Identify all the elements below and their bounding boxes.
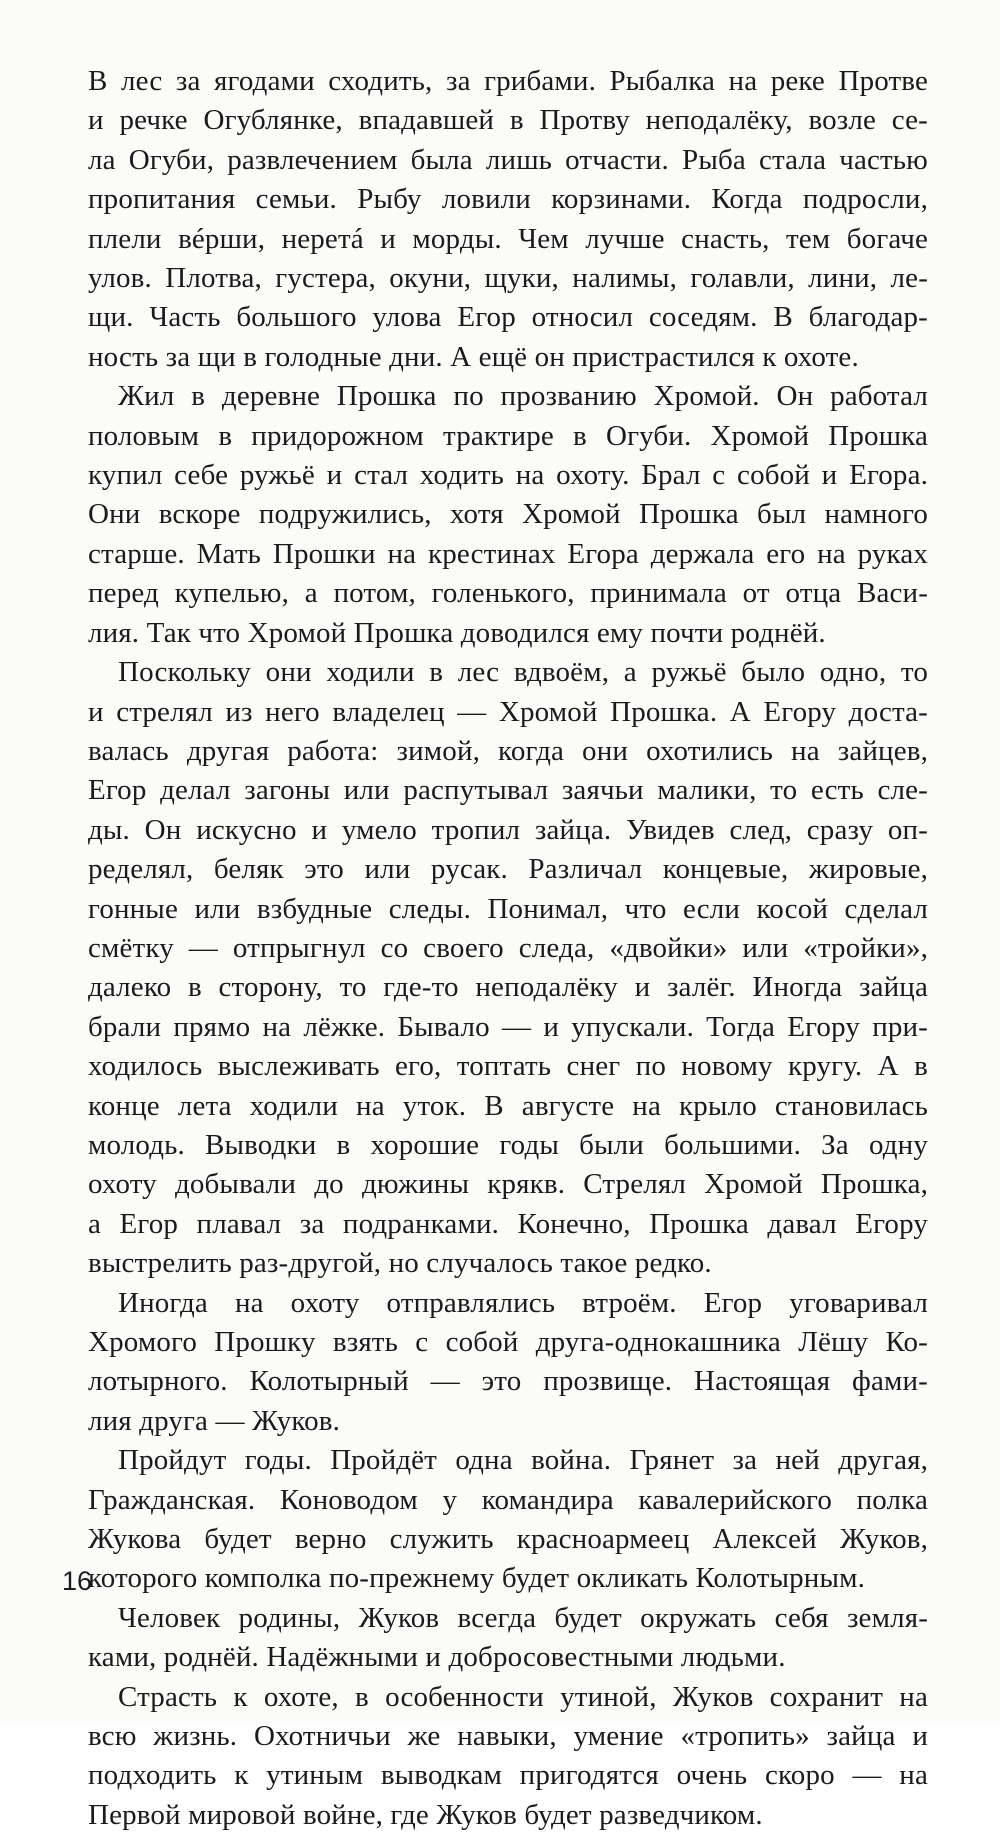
text-line: ла Огуби, развлечением была лишь отчасти. Рыба стала частью <box>88 143 928 176</box>
text-line: Иногда на охоту отправлялись втроём. Егор уговаривал <box>118 1286 928 1319</box>
text-line: охоту добывали до дюжины крякв. Стрелял Хромой Прошка, <box>88 1168 928 1201</box>
text-line: Человек родины, Жуков всегда будет окружать себя земля- <box>118 1601 928 1634</box>
text-line: Егор делал загоны или распутывал заячьи малики, то есть сле- <box>88 774 928 807</box>
text-line: Жукова будет верно служить красноармеец Алексей Жуков, <box>88 1523 928 1556</box>
text-line: Хромого Прошку взять с собой друга-однокашника Лёшу Ко- <box>88 1326 928 1358</box>
text-line: далеко в сторону, то где-то неподалёку и залёг. Иногда зайца <box>88 971 928 1004</box>
text-line: лотырного. Колотырный — это прозвище. Настоящая фами- <box>88 1365 928 1398</box>
text-line: конце лета ходили на уток. В августе на крыло становилась <box>88 1089 928 1122</box>
text-line: В лес за ягодами сходить, за грибами. Рыбалка на реке Протве <box>88 65 928 97</box>
body-text <box>88 62 928 1835</box>
text-line: гонные или взбудные следы. Понимал, что если косой сделал <box>88 892 928 925</box>
text-line: лия. Так что Хромой Прошка доводился ему почти роднёй. <box>88 616 826 649</box>
text-line: и речке Огублянке, впадавшей в Протву неподалёку, возле се- <box>88 104 928 137</box>
text-line: улов. Плотва, густера, окуни, щуки, налимы, голавли, лини, ле- <box>88 262 928 295</box>
text-line: ходилось выслеживать его, топтать снег по новому кругу. А в <box>88 1050 928 1083</box>
text-line: ность за щи в голодные дни. А ещё он пристрастился к охоте. <box>88 340 859 373</box>
paragraph <box>88 1678 928 1835</box>
text-line: ределял, беляк это или русак. Различал концевые, жировые, <box>88 853 928 886</box>
text-line: половым в придорожном трактире в Огуби. Хромой Прошка <box>88 419 928 452</box>
text-line: Страсть к охоте, в особенности утиной, Жуков сохранит на <box>118 1680 928 1713</box>
text-line: перед купелью, а потом, голенького, принимала от отца Васи- <box>88 577 928 610</box>
text-line: старше. Мать Прошки на крестинах Егора держала его на руках <box>88 537 928 570</box>
paragraph <box>88 62 928 377</box>
text-line: Жил в деревне Прошка по прозванию Хромой. Он работал <box>118 380 928 413</box>
paragraph <box>88 1441 928 1599</box>
text-line: ды. Он искусно и умело тропил зайца. Увидев след, сразу оп- <box>88 813 928 846</box>
text-line: ками, роднёй. Надёжными и добросовестными людьми. <box>88 1641 786 1674</box>
text-line: щи. Часть большого улова Егор относил соседям. В благодар- <box>88 301 928 334</box>
text-line: всю жизнь. Охотничьи же навыки, умение «тропить» зайца и <box>88 1720 928 1753</box>
text-line: Пройдут годы. Пройдёт одна война. Грянет за ней другая, <box>118 1444 928 1477</box>
text-line: Гражданская. Коноводом у командира кавалерийского полка <box>88 1483 928 1516</box>
text-line: подходить к утиным выводкам пригодятся очень скоро — на <box>88 1759 928 1792</box>
text-line: лия друга — Жуков. <box>88 1404 341 1437</box>
text-line: купил себе ружьё и стал ходить на охоту. Брал с собой и Егора. <box>88 459 928 492</box>
text-line: Первой мировой войне, где Жуков будет разведчиком. <box>88 1798 763 1831</box>
text-line: и стрелял из него владелец — Хромой Прошка. А Егору доста- <box>88 695 928 728</box>
page-number: 16 <box>62 1566 93 1596</box>
text-line: Они вскоре подружились, хотя Хромой Прошка был намного <box>88 498 928 531</box>
paragraph <box>88 653 928 1284</box>
text-line: которого комполка по-прежнему будет окликать Колотырным. <box>88 1562 865 1595</box>
text-line: плели вéрши, неретá и морды. Чем лучше снасть, тем богаче <box>88 222 928 255</box>
text-line: выстрелить раз-другой, но случалось такое редко. <box>88 1247 712 1280</box>
text-line: валась другая работа: зимой, когда они охотились на зайцев, <box>88 734 928 767</box>
paragraph <box>88 377 928 653</box>
text-line: брали прямо на лёжке. Бывало — и упускали. Тогда Егору при- <box>88 1010 928 1043</box>
text-line: Поскольку они ходили в лес вдвоём, а ружьё было одно, то <box>118 656 928 689</box>
text-line: молодь. Выводки в хорошие годы были большими. За одну <box>88 1128 928 1161</box>
text-line: смётку — отпрыгнул со своего следа, «двойки» или «тройки», <box>88 931 928 964</box>
text-line: пропитания семьи. Рыбу ловили корзинами. Когда подросли, <box>88 183 928 216</box>
paragraph <box>88 1284 928 1442</box>
text-line: а Егор плавал за подранками. Конечно, Прошка давал Егору <box>88 1207 928 1240</box>
paragraph <box>88 1599 928 1678</box>
